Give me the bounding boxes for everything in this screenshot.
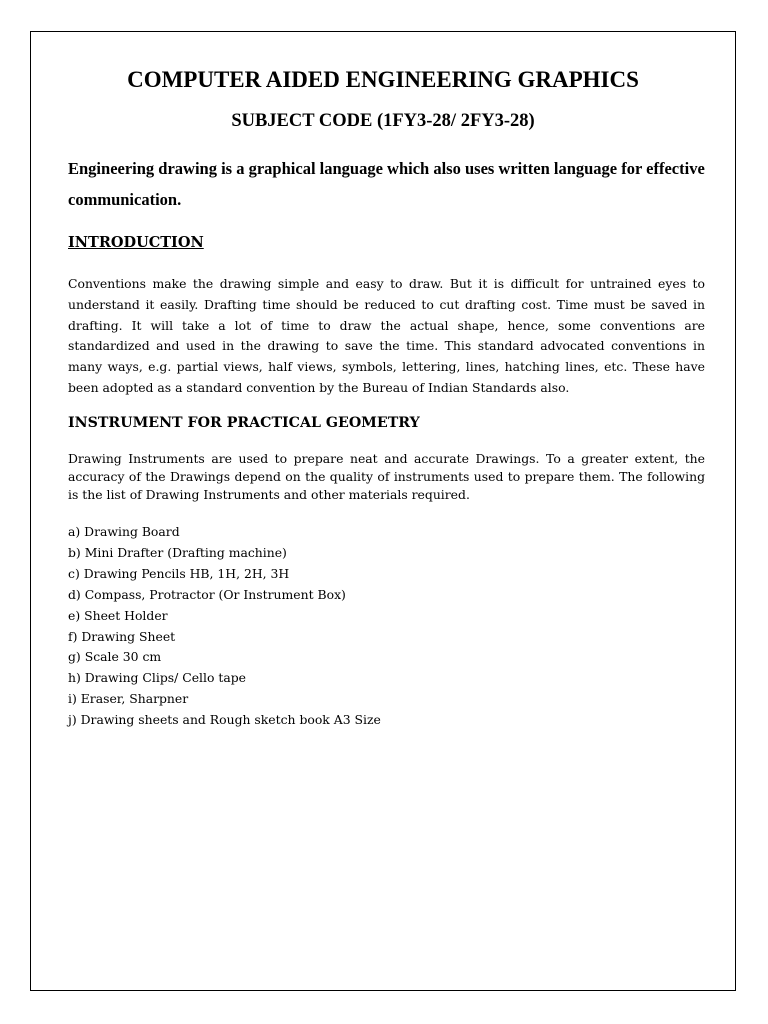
list-item: h) Drawing Clips/ Cello tape bbox=[68, 670, 246, 686]
list-item: i) Eraser, Sharpner bbox=[68, 691, 189, 707]
instruments-list bbox=[68, 522, 381, 731]
subject-code: SUBJECT CODE (1FY3-28/ 2FY3-28) bbox=[231, 111, 535, 131]
lead-statement: Engineering drawing is a graphical language which also uses written language for effective communication. bbox=[68, 159, 705, 209]
instruments-paragraph: Drawing Instruments are used to prepare neat and accurate Drawings. To a greater extent, the accuracy of the Drawings depend on the quality of instruments used to prepare them. The following is the list of Drawing Instruments and other materials required. bbox=[68, 451, 705, 502]
introduction-heading: INTRODUCTION bbox=[68, 234, 204, 251]
list-item: j) Drawing sheets and Rough sketch book A3 Size bbox=[68, 712, 381, 728]
list-item: e) Sheet Holder bbox=[68, 607, 168, 623]
instruments-heading: INSTRUMENT FOR PRACTICAL GEOMETRY bbox=[68, 415, 420, 431]
list-item: b) Mini Drafter (Drafting machine) bbox=[68, 544, 287, 560]
list-item: c) Drawing Pencils HB, 1H, 2H, 3H bbox=[68, 565, 290, 581]
list-item: a) Drawing Board bbox=[68, 524, 180, 539]
list-item: g) Scale 30 cm bbox=[68, 649, 162, 665]
list-item: d) Compass, Protractor (Or Instrument Box) bbox=[68, 586, 346, 602]
document-title: COMPUTER AIDED ENGINEERING GRAPHICS bbox=[127, 67, 639, 92]
introduction-paragraph: Conventions make the drawing simple and easy to draw. But it is difficult for untrained eyes to understand it easily. Drafting time should be reduced to cut drafting cost. Time must be saved in drafting. It will take a lot of time to draw the actual shape, hence, some conventions are standardized and used in the drawing to save the time. This standard advocated conventions in many ways, e.g. partial views, half views, symbols, lettering, lines, hatching lines, etc. These have been adopted as a standard convention by the Bureau of Indian Standards also. bbox=[68, 276, 705, 395]
list-item: f) Drawing Sheet bbox=[68, 628, 176, 644]
